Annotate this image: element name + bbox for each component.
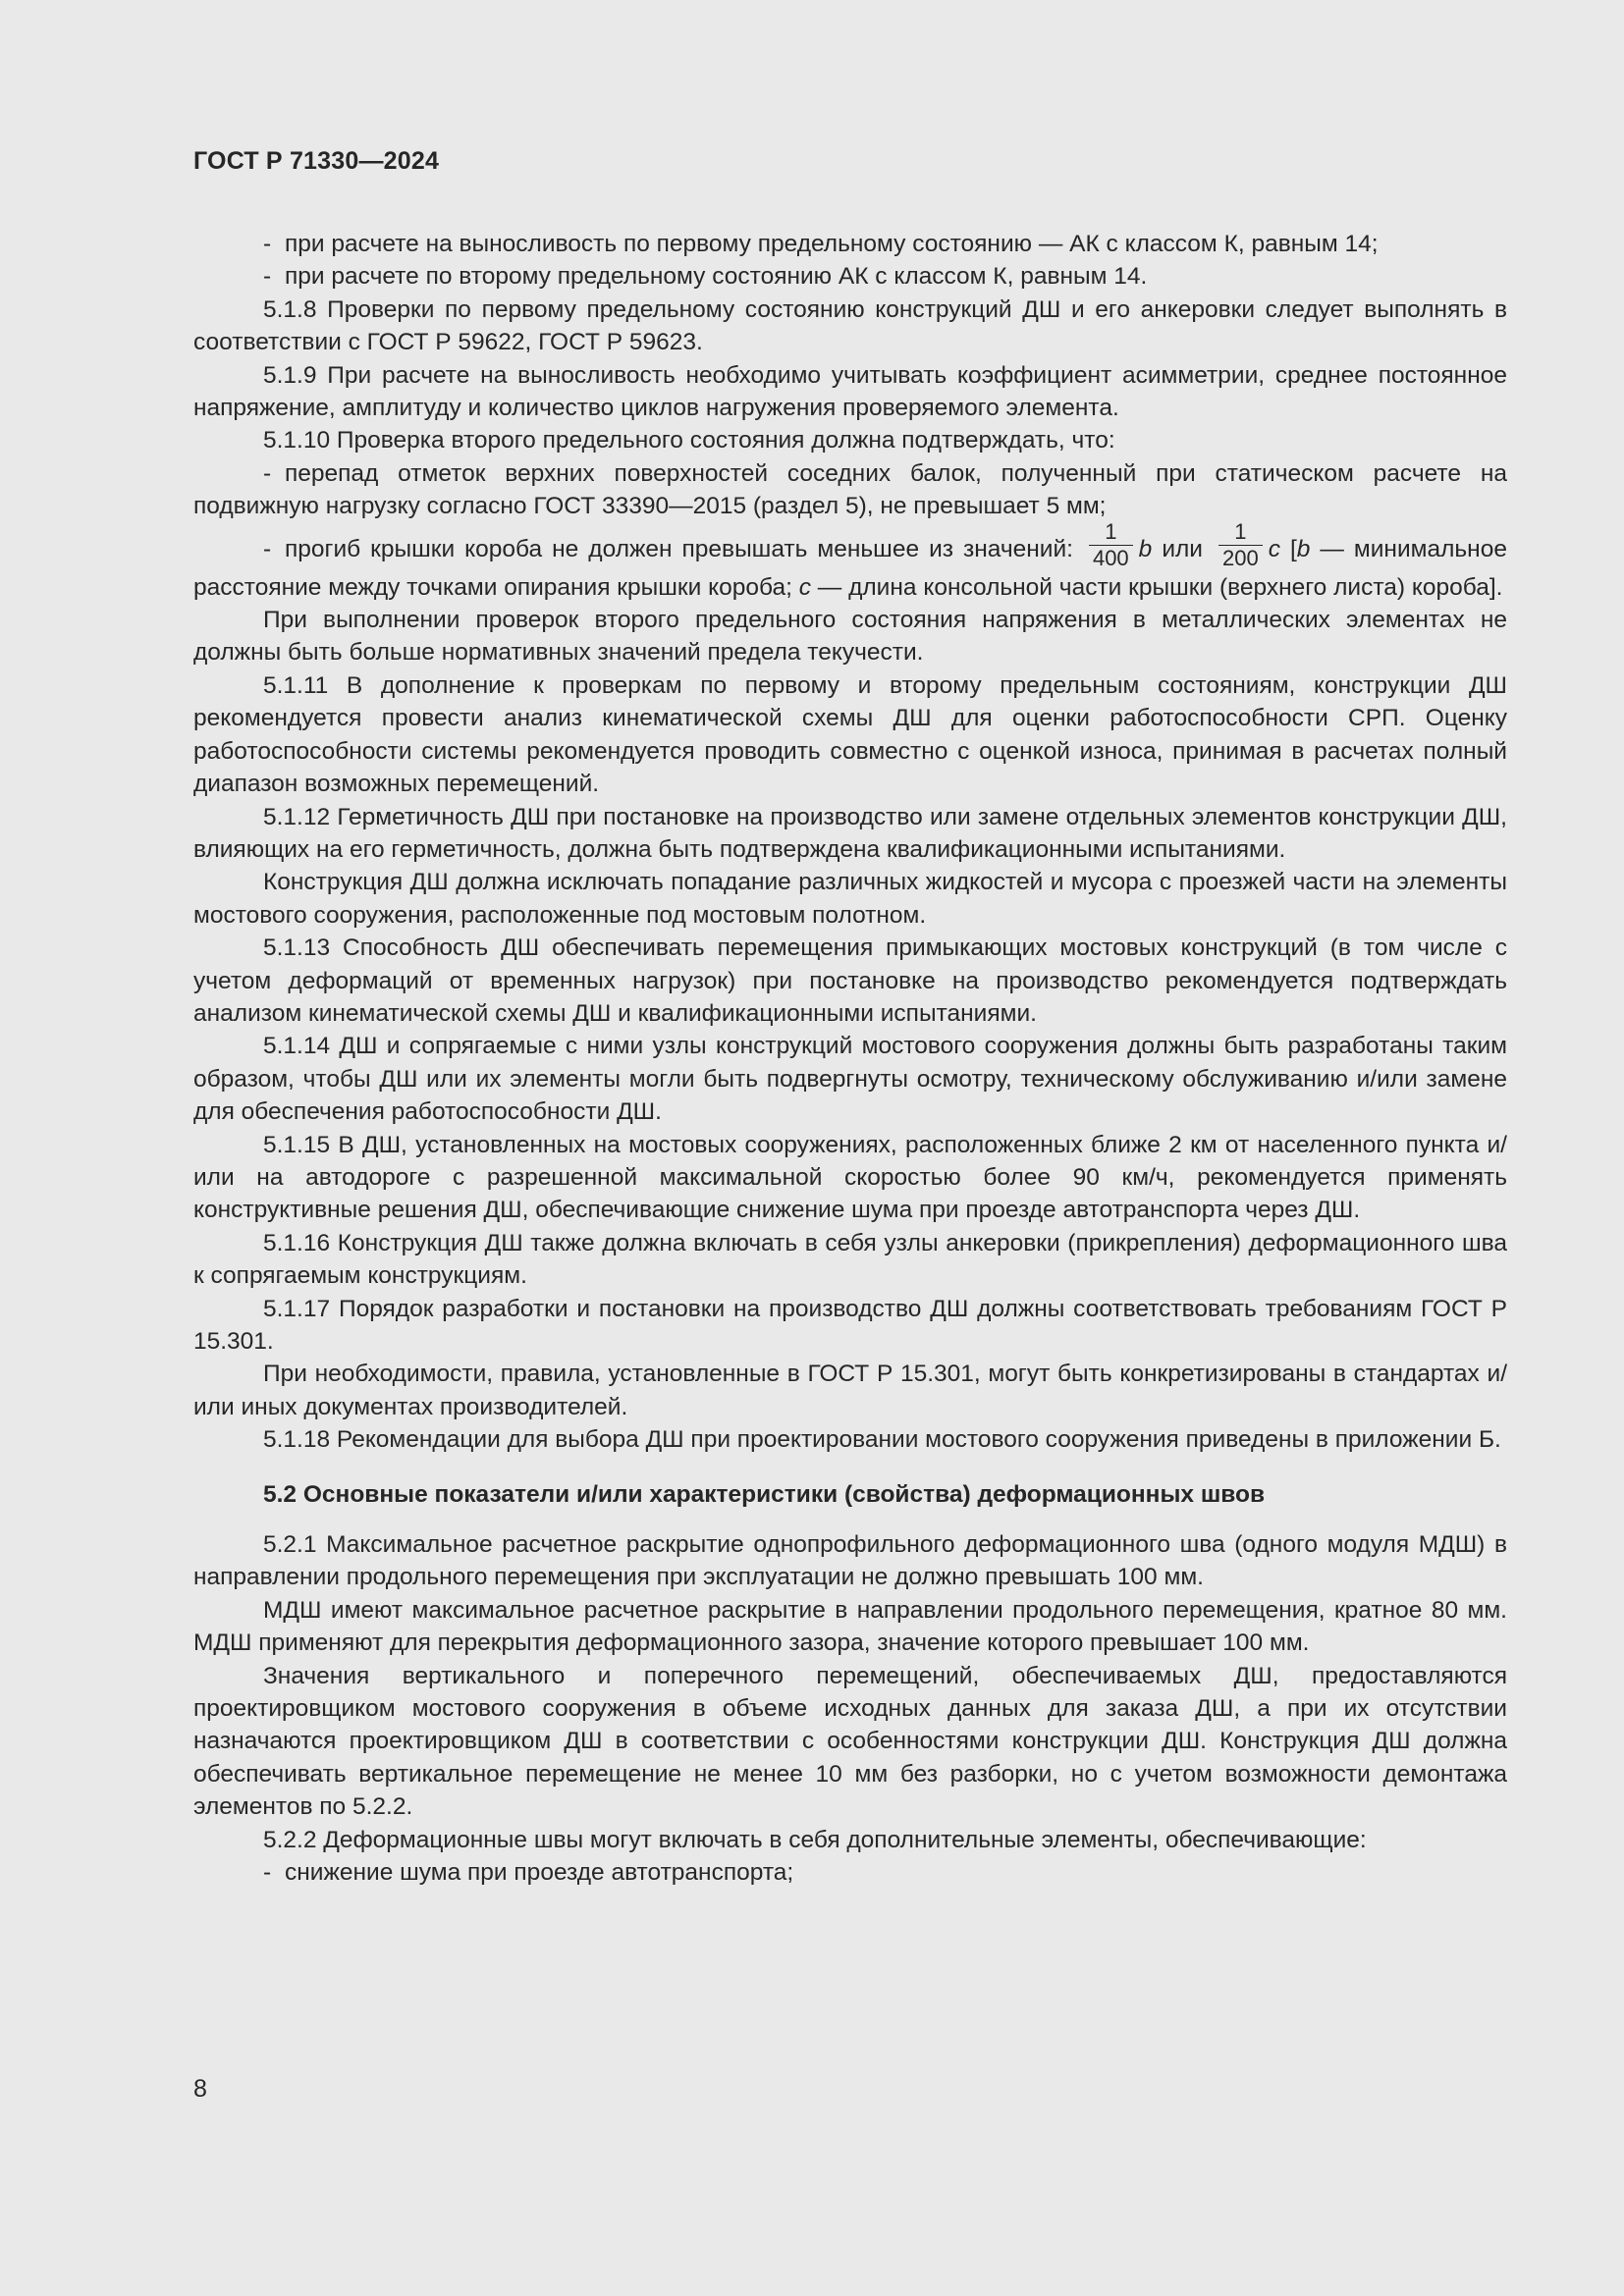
- paragraph: Конструкция ДШ должна исключать попадание различных жидкостей и мусора с проезжей части на элементы мостового сооружения, расположенные под мостовым полотном.: [193, 869, 1507, 929]
- list-item: - при расчете на выносливость по первому предельному состоянию — АК с классом К, равным 14;: [263, 231, 1379, 257]
- paragraph-5-2-1: 5.2.1 Максимальное расчетное раскрытие однопрофильного деформационного шва (одного модуля МДШ) в направлении продольного перемещения при эксплуатации не должно превышать 100 мм.: [193, 1531, 1507, 1591]
- fraction-1-400: $\frac{1}{400}$: [1089, 519, 1133, 571]
- paragraph: При необходимости, правила, установленные в ГОСТ Р 15.301, могут быть конкретизированы в стандартах и/или иных документах производителей.: [193, 1361, 1507, 1420]
- paragraph-5-1-14: 5.1.14 ДШ и сопрягаемые с ними узлы конструкций мостового сооружения должны быть разработаны таким образом, чтобы ДШ или их элементы могли быть подвергнуты осмотру, техническому обслуживанию и/или замене для обеспечения работоспособности ДШ.: [193, 1033, 1507, 1126]
- paragraph: При выполнении проверок второго предельного состояния напряжения в металлических элементах не должны быть больше нормативных значений предела текучести.: [193, 607, 1507, 667]
- paragraph-5-2-2: 5.2.2 Деформационные швы могут включать в себя дополнительные элементы, обеспечивающие:: [263, 1826, 1367, 1853]
- list-item: - при расчете по второму предельному состоянию АК с классом К, равным 14.: [263, 263, 1148, 291]
- paragraph: Значения вертикального и поперечного перемещений, обеспечиваемых ДШ, предоставляются проектировщиком мостового сооружения в объеме исходных данных для заказа ДШ, а при их отсутствии назначаются проектировщиком ДШ в соответствии с особенностями конструкции ДШ. Конструкция ДШ должна обеспечивать вертикальное перемещение не менее 10 мм без разборки, но с учетом возможности демонтажа элементов по 5.2.2.: [193, 1662, 1507, 1821]
- paragraph: МДШ имеют максимальное расчетное раскрытие в направлении продольного перемещения, кратное 80 мм. МДШ применяют для перекрытия деформационного зазора, значение которого превышает 100 мм.: [193, 1596, 1507, 1657]
- paragraph-5-1-17: 5.1.17 Порядок разработки и постановки на производство ДШ должны соответствовать требованиям ГОСТ Р 15.301.: [193, 1295, 1507, 1355]
- list-item-deflection: - прогиб крышки короба не должен превышать меньшее из значений: $\frac{1}{400}$ b или $\frac{1}{200}$ c [b — минимальное расстояние между точками опирания крышки короба; c — длина консольной части крышки (верхнего листа) короба].: [193, 518, 1507, 601]
- list-item: - перепад отметок верхних поверхностей соседних балок, полученный при статическом расчете на подвижную нагрузку согласно ГОСТ 33390—2015 (раздел 5), не превышает 5 мм;: [193, 459, 1507, 520]
- paragraph-5-1-18: 5.1.18 Рекомендации для выбора ДШ при проектировании мостового сооружения приведены в приложении Б.: [263, 1426, 1501, 1454]
- section-heading-5-2: 5.2 Основные показатели и/или характеристики (свойства) деформационных швов: [263, 1480, 1266, 1508]
- paragraph-5-1-16: 5.1.16 Конструкция ДШ также должна включать в себя узлы анкеровки (прикрепления) деформационного шва к сопрягаемым конструкциям.: [193, 1229, 1507, 1290]
- page-number: 8: [193, 2075, 207, 2103]
- paragraph-5-1-9: 5.1.9 При расчете на выносливость необходимо учитывать коэффициент асимметрии, среднее постоянное напряжение, амплитуду и количество циклов нагружения проверяемого элемента.: [193, 361, 1507, 422]
- paragraph-5-1-11: 5.1.11 В дополнение к проверкам по первому и второму предельным состояниям, конструкции ДШ рекомендуется провести анализ кинематической схемы ДШ для оценки работоспособности СРП. Оценку работоспособности системы рекомендуется проводить совместно с оценкой износа, принимая в расчетах полный диапазон возможных перемещений.: [193, 671, 1507, 798]
- document-header: ГОСТ Р 71330—2024: [193, 147, 440, 175]
- paragraph-5-1-15: 5.1.15 В ДШ, установленных на мостовых сооружениях, расположенных ближе 2 км от населенного пункта и/или на автодороге с разрешенной максимальной скоростью более 90 км/ч, рекомендуется применять конструктивные решения ДШ, обеспечивающие снижение шума при проезде автотранспорта через ДШ.: [193, 1131, 1507, 1224]
- paragraph-5-1-12: 5.1.12 Герметичность ДШ при постановке на производство или замене отдельных элементов конструкции ДШ, влияющих на его герметичность, должна быть подтверждена квалификационными испытаниями.: [193, 803, 1507, 863]
- document-body: [193, 228, 1507, 1890]
- paragraph-5-1-10: 5.1.10 Проверка второго предельного состояния должна подтверждать, что:: [263, 427, 1115, 454]
- paragraph-5-1-13: 5.1.13 Способность ДШ обеспечивать перемещения примыкающих мостовых конструкций (в том числе с учетом деформаций от временных нагрузок) при постановке на производство рекомендуется подтверждать анализом кинематической схемы ДШ и квалификационными испытаниями.: [193, 934, 1507, 1027]
- paragraph-5-1-8: 5.1.8 Проверки по первому предельному состоянию конструкций ДШ и его анкеровки следует выполнять в соответствии с ГОСТ Р 59622, ГОСТ Р 59623.: [193, 295, 1507, 356]
- fraction-1-200: $\frac{1}{200}$: [1218, 519, 1263, 571]
- list-item: - снижение шума при проезде автотранспорта;: [263, 1859, 794, 1887]
